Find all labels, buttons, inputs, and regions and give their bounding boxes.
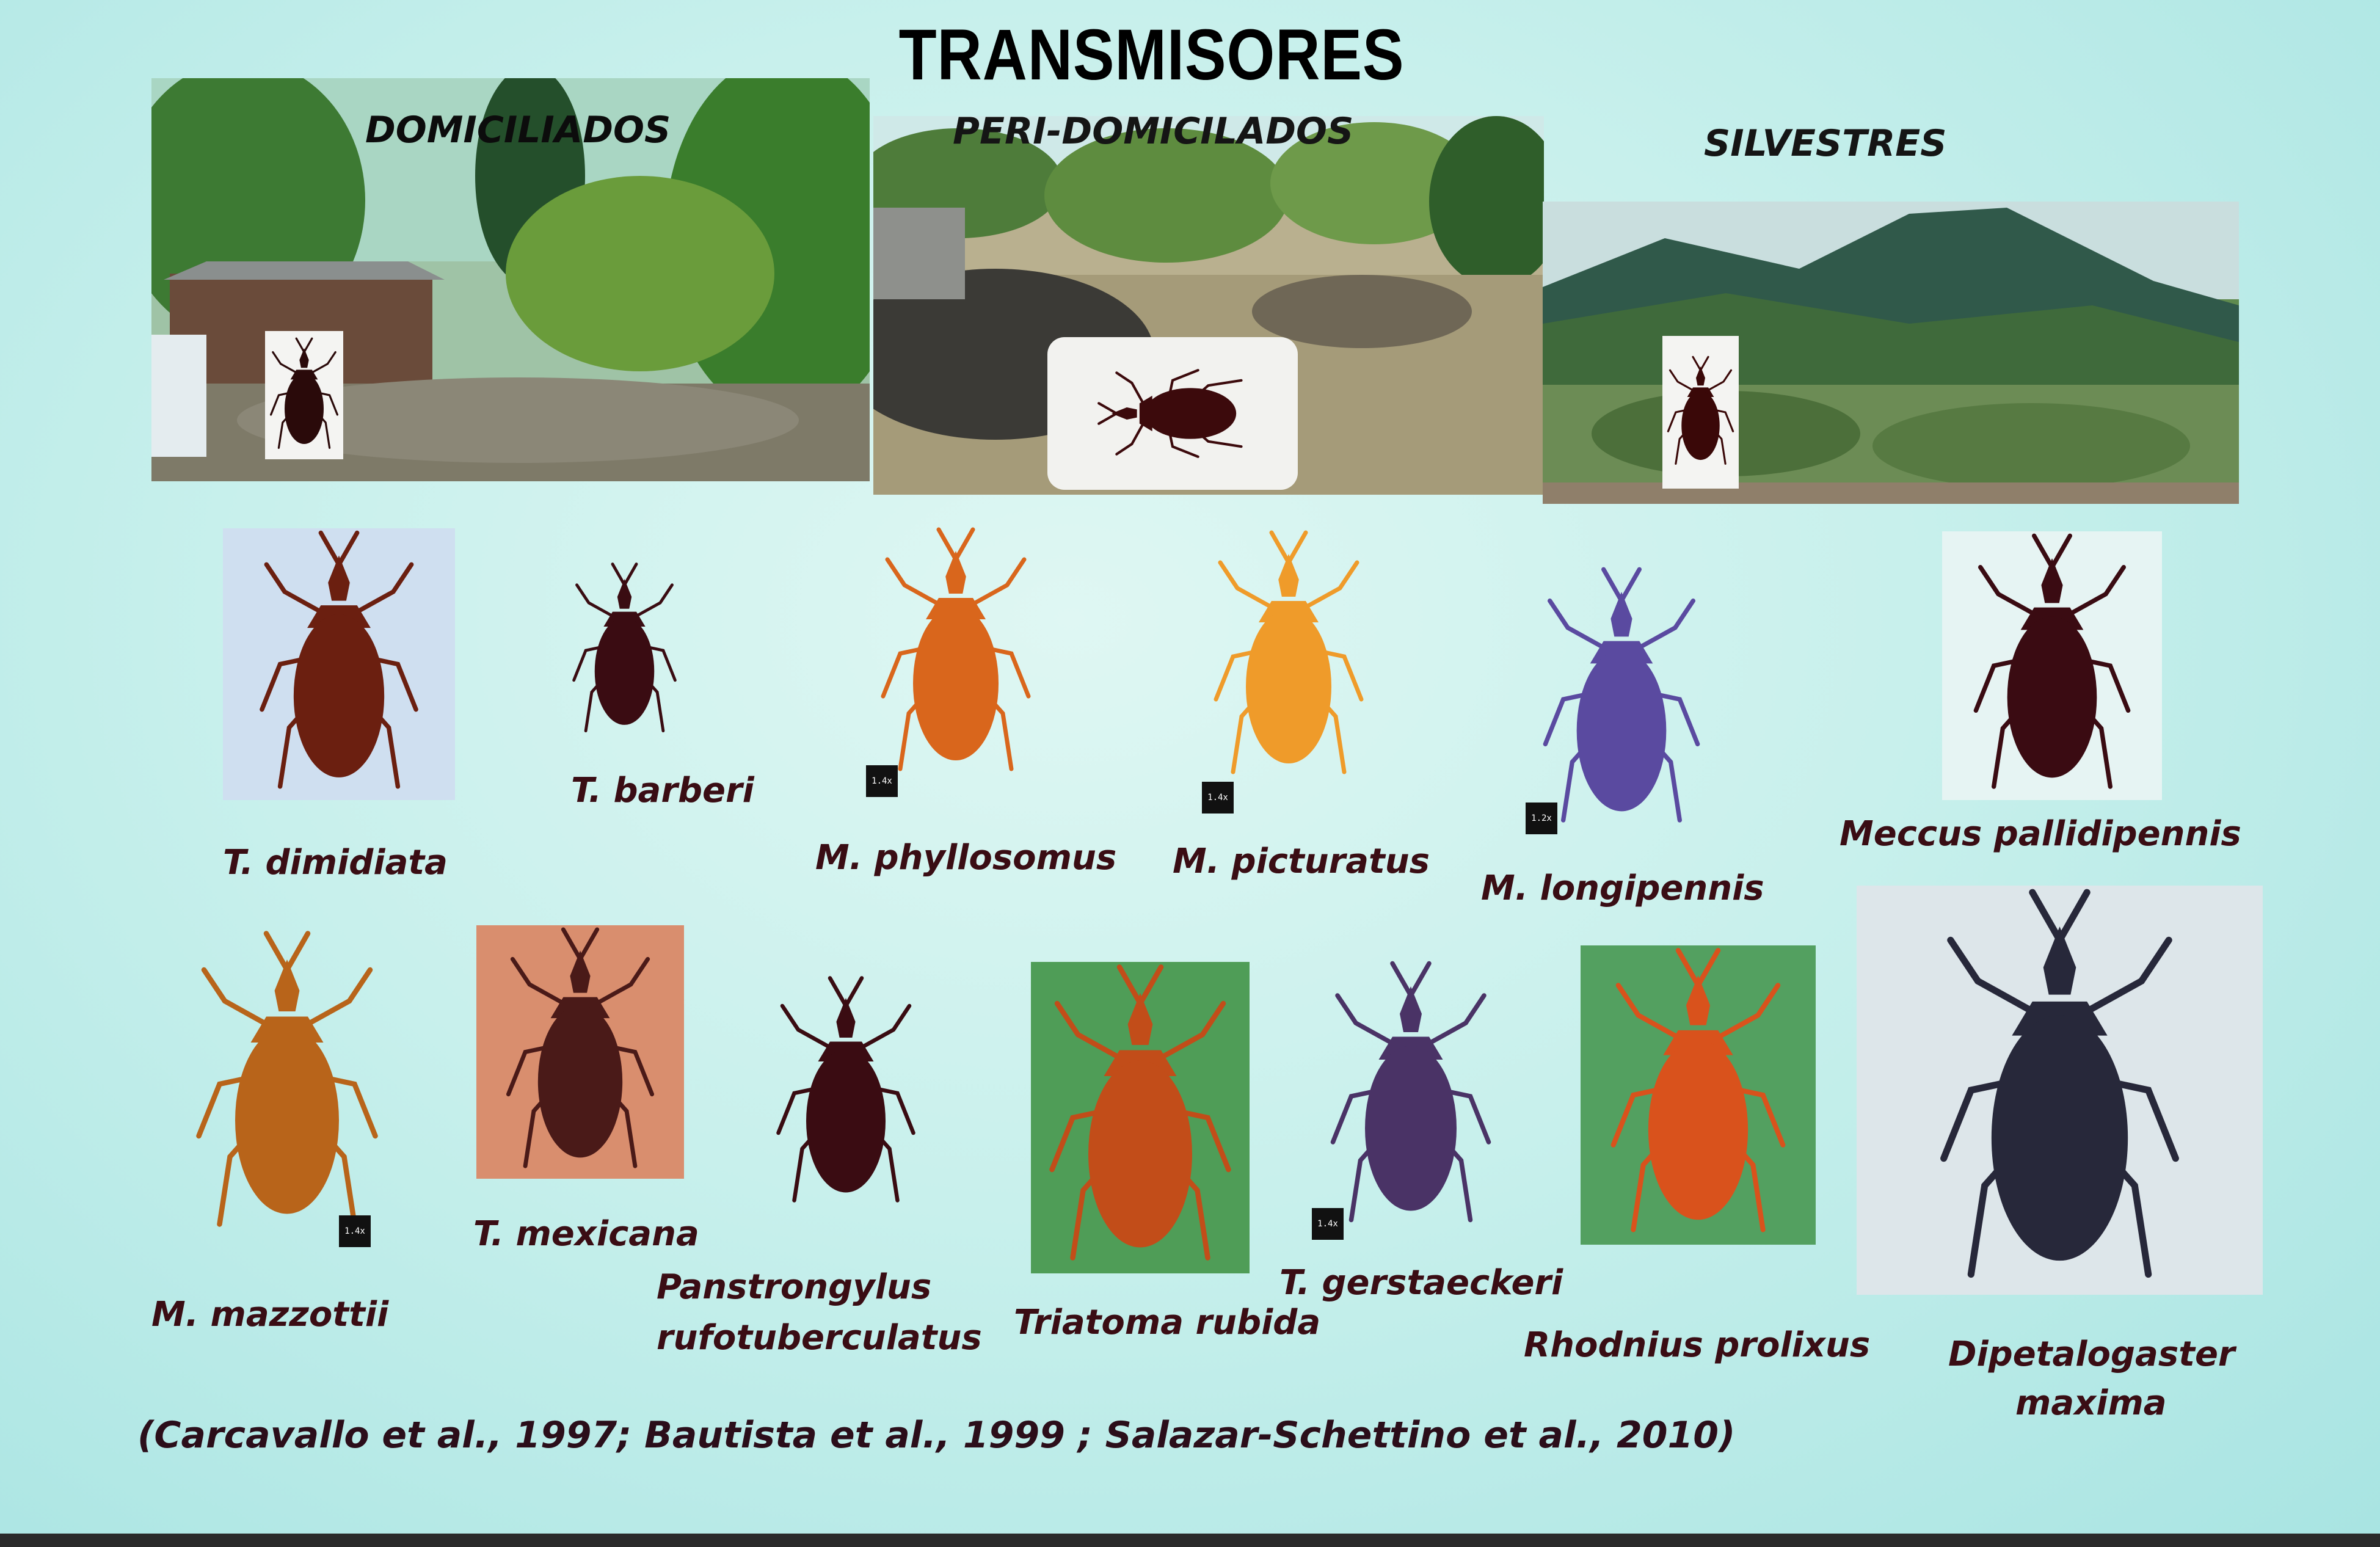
species-label-t-mexicana: T. mexicana (473, 1214, 699, 1254)
bug-image-t-mexicana (476, 925, 684, 1179)
peridomicile-bug-inset (1047, 337, 1298, 490)
bug-image-t-dimidiata (223, 528, 455, 800)
bug-image-m-mazzottii (183, 922, 391, 1246)
bug-image-triatoma-rubida (1031, 962, 1250, 1273)
citation-text: (Carcavallo et al., 1997; Bautista et al., 1999 ; Salazar-Schettino et al., 2010) (137, 1414, 1736, 1457)
scale-badge-m-longipennis: 1.2x (1526, 803, 1557, 834)
slide-title: TRANSMISORES (898, 15, 1405, 95)
species-label-m-mazzottii: M. mazzottii (151, 1295, 389, 1334)
bug-image-rhodnius-prolixus (1581, 945, 1816, 1245)
habitat-photo-silvestres (1543, 202, 2239, 504)
scale-badge-m-picturatus: 1.4x (1202, 782, 1234, 814)
species-label-t-gerstaeckeri: T. gerstaeckeri (1279, 1263, 1563, 1303)
species-label-dipetalogaster-line2: maxima (2015, 1383, 2167, 1423)
habitat-label-silvestres: SILVESTRES (1704, 122, 1947, 165)
habitat-label-peridomiciliados: PERI-DOMICILADOS (953, 116, 1354, 153)
species-label-t-dimidiata: T. dimidiata (223, 843, 448, 883)
species-label-m-picturatus: M. picturatus (1173, 842, 1430, 881)
scale-badge-m-phyllosomus: 1.4x (866, 765, 898, 797)
species-label-rhodnius-prolixus: Rhodnius prolixus (1524, 1325, 1871, 1365)
habitat-photo-domiciliados (151, 78, 870, 481)
species-label-triatoma-rubida: Triatoma rubida (1014, 1303, 1321, 1342)
wild-bug-inset (1662, 336, 1739, 489)
scale-badge-t-gerstaeckeri: 1.4x (1312, 1208, 1344, 1240)
bug-image-t-gerstaeckeri (1319, 944, 1502, 1249)
species-label-t-barberi: T. barberi (571, 771, 754, 810)
species-label-panstrongylus-line1: Panstrongylus (657, 1267, 932, 1307)
bug-image-m-longipennis (1530, 565, 1713, 834)
species-label-m-longipennis: M. longipennis (1481, 868, 1764, 908)
bug-image-t-barberi (565, 556, 684, 745)
scale-badge-m-mazzottii: 1.4x (339, 1215, 371, 1247)
bug-image-m-picturatus (1197, 528, 1380, 785)
species-label-panstrongylus-line2: rufotuberculatus (657, 1318, 982, 1358)
screen-bottom-edge (0, 1534, 2380, 1547)
species-label-m-phyllosomus: M. phyllosomus (815, 838, 1117, 878)
habitat-photo-peridomiciliados (873, 116, 1544, 495)
wild-scene (1543, 202, 2239, 504)
habitat-label-domiciliados: DOMICILIADOS (365, 109, 671, 151)
bug-image-dipetalogaster-maxima (1857, 886, 2263, 1295)
species-label-meccus-pallidipennis: Meccus pallidipennis (1840, 814, 2241, 854)
species-label-dipetalogaster-line1: Dipetalogaster (1948, 1334, 2235, 1374)
bug-image-meccus-pallidipennis (1942, 531, 2162, 800)
bug-image-panstrongylus-rufotuberculatus (766, 962, 925, 1225)
domicile-bug-inset (265, 331, 343, 459)
bug-image-m-phyllosomus (864, 525, 1047, 782)
